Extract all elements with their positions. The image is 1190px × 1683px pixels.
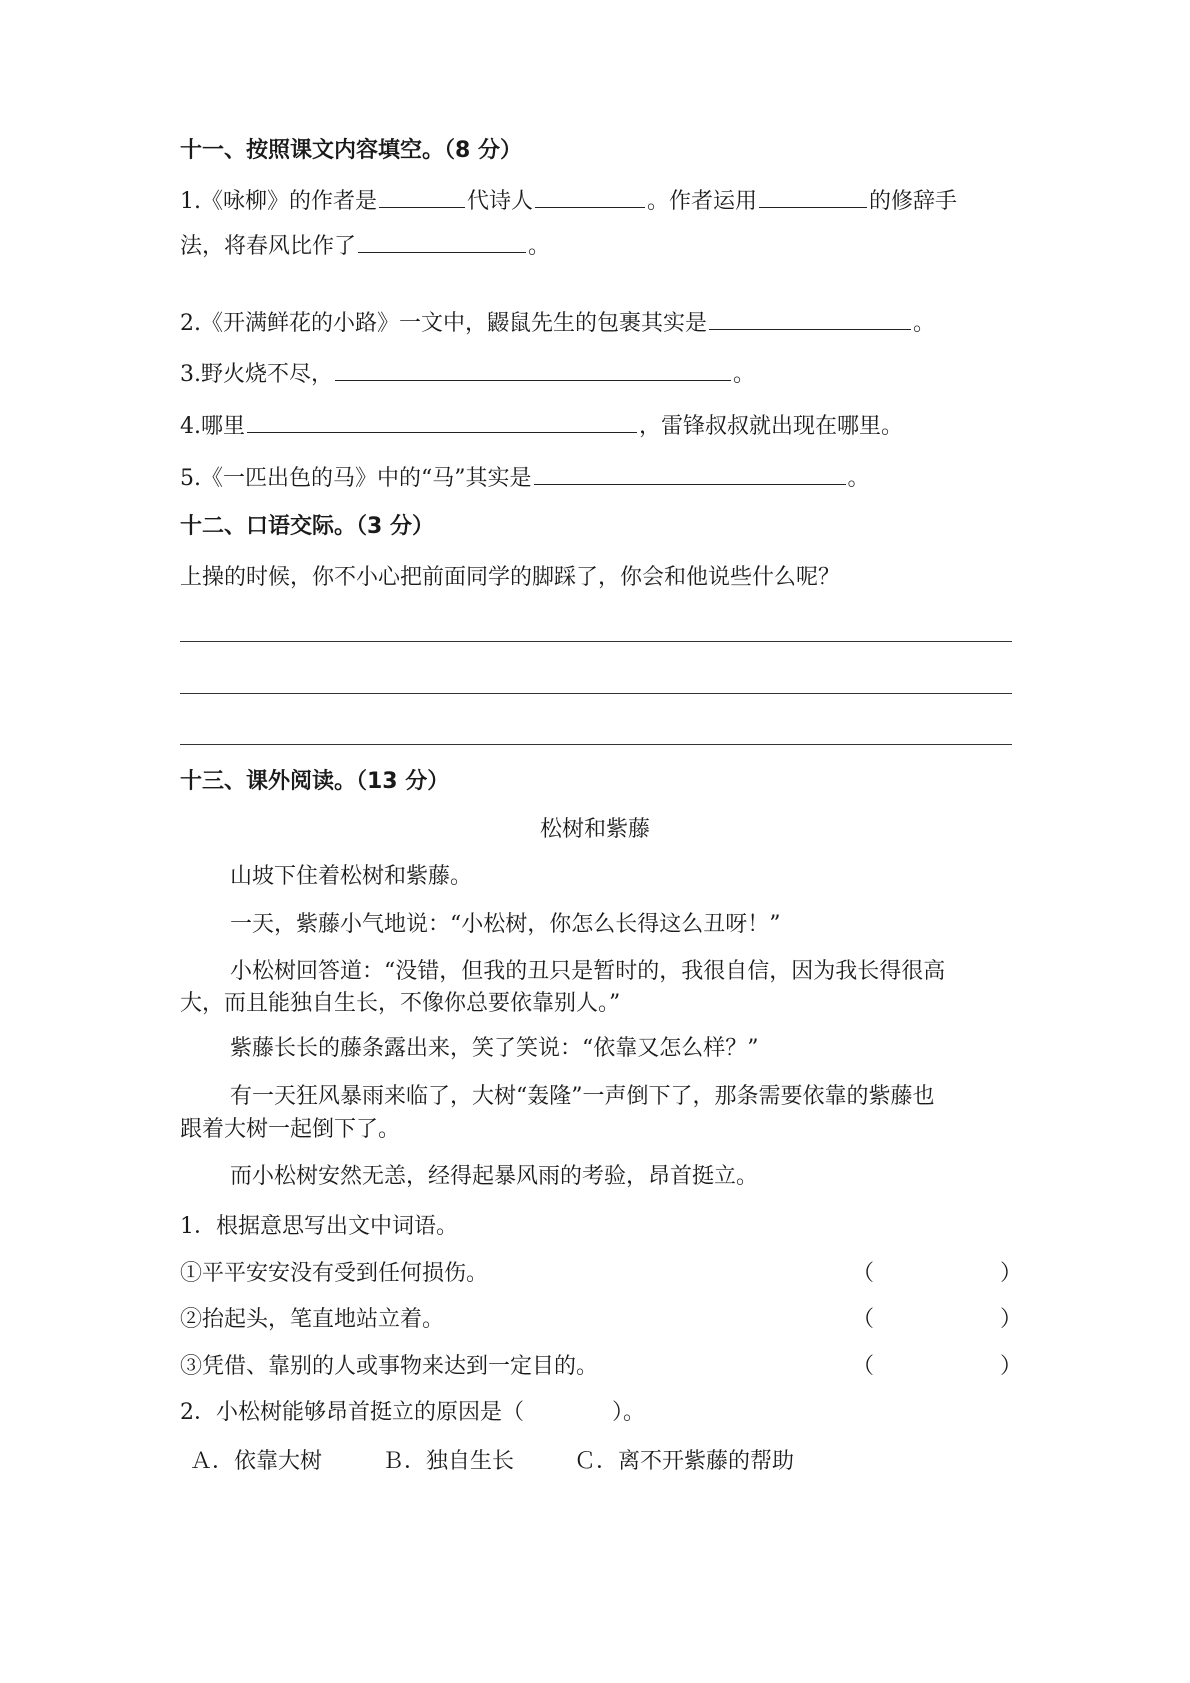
answer-blank[interactable] (759, 185, 867, 208)
s11-q2 (180, 307, 935, 339)
s11-q4-end: ，雷锋叔叔就出现在哪里。 (639, 414, 904, 439)
option-a[interactable]: Ａ．依靠大树 (190, 1449, 323, 1474)
s11-q1-line1 (180, 185, 957, 217)
answer-blank[interactable] (379, 185, 465, 208)
s13-q2: 2．小松树能够昂首挺立的原因是（ ）。 (180, 1400, 645, 1425)
option-c[interactable]: Ｃ．离不开紫藤的帮助 (574, 1449, 795, 1474)
s11-q1-text-c: 。作者运用 (647, 189, 758, 214)
s11-q4-text: 4.哪里 (180, 414, 245, 439)
section-12-heading: 十二、口语交际。（3 分） (180, 514, 434, 539)
s11-q1-text-d: 的修辞手 (869, 189, 958, 214)
answer-blank[interactable] (247, 410, 637, 433)
s13-q1-item: ①平平安安没有受到任何损伤。 (180, 1261, 489, 1286)
answer-blank[interactable] (709, 307, 911, 330)
answer-blank[interactable] (535, 185, 645, 208)
answer-paren-open[interactable]: （ (852, 1261, 875, 1286)
s11-q3-end: 。 (733, 362, 756, 387)
answer-blank[interactable] (335, 358, 731, 381)
passage-paragraph: 一天，紫藤小气地说：“小松树，你怎么长得这么丑呀！” (230, 912, 781, 937)
s11-q2-end: 。 (913, 311, 936, 336)
s11-q1-line2 (180, 230, 550, 262)
s11-q3-text: 3.野火烧不尽， (180, 362, 333, 387)
answer-paren-open[interactable]: （ (852, 1307, 875, 1332)
s13-q1: 1．根据意思写出文中词语。 (180, 1214, 458, 1239)
s11-q5-text: 5.《一匹出色的马》中的“马”其实是 (180, 466, 532, 491)
answer-paren-close: ） (1000, 1307, 1023, 1332)
s11-q5 (180, 462, 870, 494)
passage-paragraph: 山坡下住着松树和紫藤。 (230, 864, 473, 889)
passage-paragraph: 小松树回答道：“没错，但我的丑只是暂时的，我很自信，因为我长得很高 (230, 959, 946, 984)
passage-paragraph: 有一天狂风暴雨来临了，大树“轰隆”一声倒下了，那条需要依靠的紫藤也 (230, 1084, 935, 1109)
passage-paragraph-cont: 大，而且能独自生长，不像你总要依靠别人。” (180, 991, 621, 1016)
s11-q1-text-f: 。 (528, 234, 551, 259)
passage-paragraph: 而小松树安然无恙，经得起暴风雨的考验，昂首挺立。 (230, 1164, 759, 1189)
option-b[interactable]: Ｂ．独自生长 (382, 1449, 515, 1474)
s11-q1-text-e: 法，将春风比作了 (180, 234, 357, 259)
s13-q1-item: ②抬起头，笔直地站立着。 (180, 1307, 445, 1332)
s12-prompt: 上操的时候，你不小心把前面同学的脚踩了，你会和他说些什么呢？ (180, 565, 841, 590)
answer-line[interactable] (180, 641, 1012, 642)
passage-paragraph: 紫藤长长的藤条露出来，笑了笑说：“依靠又怎么样？” (230, 1036, 759, 1061)
s11-q5-end: 。 (847, 466, 870, 491)
answer-blank[interactable] (358, 230, 526, 253)
answer-blank[interactable] (534, 462, 846, 485)
s13-q2-options (190, 1447, 794, 1477)
s11-q3 (180, 358, 755, 390)
answer-paren-open[interactable]: （ (852, 1354, 875, 1379)
passage-paragraph-cont: 跟着大树一起倒下了。 (180, 1117, 401, 1142)
s11-q1-text-a: 1.《咏柳》的作者是 (180, 189, 377, 214)
s11-q2-text: 2.《开满鲜花的小路》一文中，鼹鼠先生的包裹其实是 (180, 311, 707, 336)
answer-line[interactable] (180, 744, 1012, 745)
section-11-heading: 十一、按照课文内容填空。（8 分） (180, 138, 522, 163)
s11-q1-text-b: 代诗人 (467, 189, 534, 214)
answer-paren-close: ） (1000, 1354, 1023, 1379)
section-13-heading: 十三、课外阅读。（13 分） (180, 769, 450, 794)
s13-q1-item: ③凭借、靠别的人或事物来达到一定目的。 (180, 1354, 599, 1379)
answer-paren-close: ） (1000, 1261, 1023, 1286)
s11-q4 (180, 410, 903, 442)
passage-title: 松树和紫藤 (539, 817, 650, 842)
answer-line[interactable] (180, 693, 1012, 694)
